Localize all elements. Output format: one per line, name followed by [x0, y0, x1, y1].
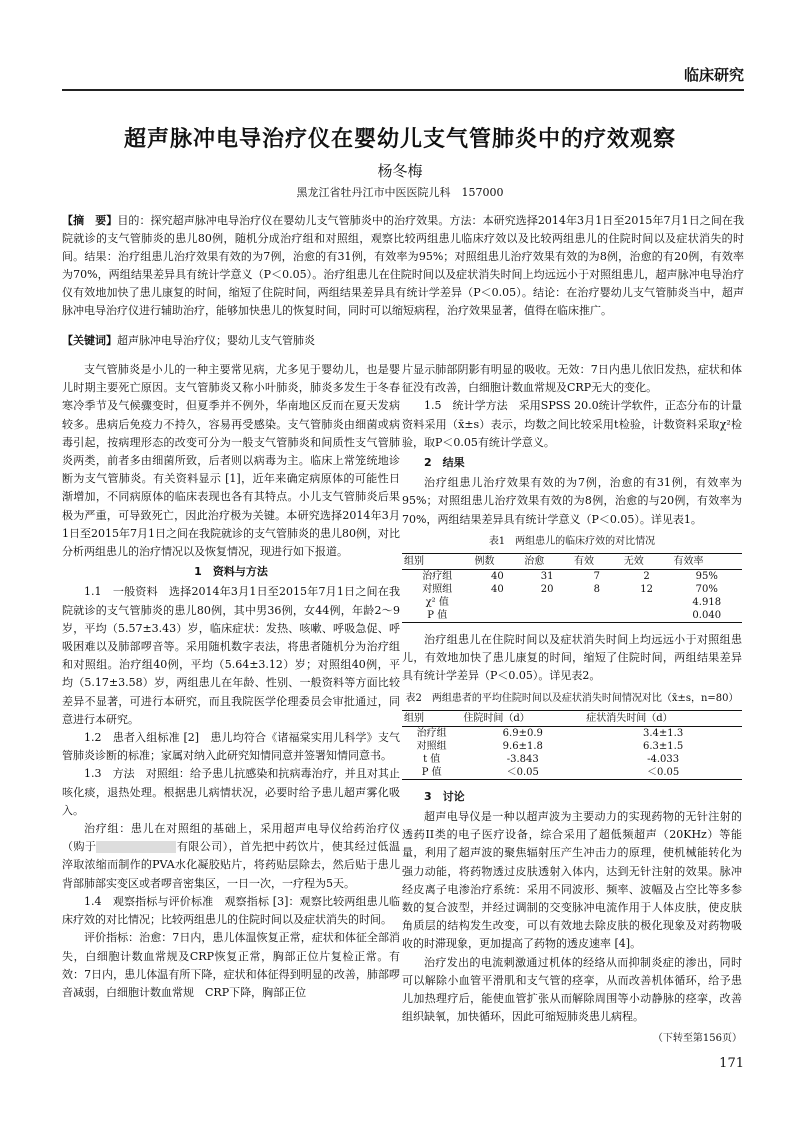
section-heading-2: 2 结果	[424, 456, 465, 470]
table2-caption: 表2 两组患者的平均住院时间以及症状消失时间情况对比（x̄±s，n=80）	[405, 692, 739, 704]
table-header-cell: 症状消失时间（d）	[584, 710, 742, 726]
table-cell: 9.6±1.8	[502, 740, 543, 752]
table1-caption: 表1 两组患儿的临床疗效的对比情况	[488, 535, 656, 547]
table-cell: -3.843	[506, 753, 539, 765]
table-row	[402, 753, 742, 766]
table-cell: 2	[643, 571, 650, 583]
table-header-cell: 组别	[402, 554, 472, 570]
table-cell: 40	[490, 584, 504, 596]
table-cell	[522, 596, 572, 609]
table-cell: 对照组	[422, 584, 453, 596]
right-column	[402, 361, 742, 1049]
table-row	[402, 570, 742, 584]
table-cell: 6.3±1.5	[643, 740, 684, 752]
paragraph: 1.2 患者入组标准 [2] 患儿均符合《诸福棠实用儿科学》支气管肺炎诊断的标准；家属对纳入此研究知情同意并签署知情同意书。	[62, 731, 400, 763]
table-header-cell: 无效	[622, 554, 672, 570]
continued-note: （下转至第156页）	[652, 1033, 742, 1045]
table-row	[402, 583, 742, 596]
table-cell: 对照组	[416, 740, 447, 752]
keywords-label: 【关键词】	[62, 334, 117, 347]
header-rule	[62, 89, 744, 91]
paragraph: 1.3 方法 对照组：给予患儿抗感染和抗病毒治疗，并且对其止咳化痰，退热处理。根据患儿病情状况，必要时给予患儿超声雾化吸入。	[62, 767, 400, 817]
table-cell: 治疗组	[422, 571, 453, 583]
table-cell	[472, 609, 522, 623]
paragraph: 1.5 统计学方法 采用SPSS 20.0统计学软件，正态分布的计量资料采用（x̄±s）表示，均数之间比较采用t检验，计数资料采取χ²检验，取P＜0.05有统计学意义。	[402, 399, 742, 449]
table-cell	[572, 609, 622, 623]
paragraph: 1.1 一般资料 选择2014年3月1日至2015年7月1日之间在我院就诊的支气管肺炎的患儿80例，其中男36例，女44例，年龄2～9岁，平均（5.57±3.43）岁，临床症状：发热、咳嗽、呼吸急促、呼吸困难以及肺部啰音等。采用随机数字表法，将患者随机分为治疗组和对照组。治疗组40例，平均（5.64±3.12）岁；对照组40例，平均（5.17±3.58）岁，两组患儿在年龄、性别、一般资料等方面比较差异不显著，可进行本研究，而且我院医学伦理委员会审批通过，同意进行本研究。	[62, 585, 400, 726]
table-header-cell: 有效	[572, 554, 622, 570]
section-heading-3: 3 讨论	[424, 789, 465, 803]
table1	[402, 553, 742, 623]
table-cell: 4.918	[692, 597, 722, 609]
table-cell	[522, 609, 572, 623]
paragraph: 治疗发出的电流刺激通过机体的经络从而抑制炎症的渗出，同时可以解除小血管平滑肌和支气管的痉挛，从而改善机体循环，给予患儿加热理疗后，能使血管扩张从而解除周围等小动静脉的痉挛，改善组织缺氧，加快循环，因此可缩短肺炎患儿病程。	[402, 955, 742, 1024]
table-cell: 31	[540, 571, 554, 583]
table-header-cell: 例数	[472, 554, 522, 570]
table-cell: 12	[640, 584, 653, 596]
abstract-text: 目的：探究超声脉冲电导治疗仪在婴幼儿支气管肺炎中的治疗效果。方法：本研究选择2014年3月1日至2015年7月1日之间在我院就诊的支气管肺炎的患儿80例，随机分成治疗组和对照组，观察比较两组患儿临床疗效以及比较两组患儿的住院时间以及症状消失的时间。结果：治疗组患儿治疗效果有效的为7例，治愈的有31例，有效率为95%；对照组患儿治疗效果有效的为8例，治愈的有20例，有效率为70%，两组结果差异具有统计学意义（P＜0.05）。治疗组患儿在住院时间以及症状消失时间上均远远小于对照组患儿，超声脉冲电导治疗仪有效地加快了患儿康复的时间，缩短了住院时间，两组结果差异具有统计学差异（P＜0.05）。结论：在治疗婴幼儿支气管肺炎当中，超声脉冲电导治疗仪进行辅助治疗，能够加快患儿的恢复时间，同时可以缩短病程，治疗效果显著，值得在临床推广。	[62, 214, 744, 317]
affiliation: 黑龙江省牡丹江市中医医院儿科 157000	[296, 186, 504, 199]
table-cell: P 值	[402, 609, 472, 623]
redacted-block	[96, 841, 176, 853]
article-title: 超声脉冲电导治疗仪在婴幼儿支气管肺炎中的疗效观察	[123, 127, 676, 152]
table-cell	[572, 596, 622, 609]
table-cell: 6.9±0.9	[502, 727, 543, 739]
table-header-cell: 组别	[402, 710, 461, 726]
paragraph: 治疗组患儿治疗效果有效的为7例，治愈的有31例，有效率为95%；对照组患儿治疗效果有效的为8例，治愈的与20例，有效率为70%，两组结果差异具有统计学意义（P＜0.05）。详见表1。	[402, 476, 742, 526]
abstract-label: 【摘 要】	[62, 214, 118, 227]
paragraph	[62, 820, 400, 893]
keywords	[62, 332, 744, 350]
table-cell: ＜0.05	[461, 766, 584, 780]
table-cell: χ² 值	[425, 597, 449, 609]
abstract	[62, 212, 744, 320]
table-cell	[622, 596, 672, 609]
section-heading-1: 1 资料与方法	[194, 565, 268, 579]
table-cell: 40	[490, 571, 504, 583]
author: 杨冬梅	[377, 162, 423, 180]
table-cell: t 值	[423, 753, 441, 765]
table-row	[402, 596, 742, 609]
table-header-cell: 有效率	[671, 554, 742, 570]
keywords-text: 超声脉冲电导治疗仪；婴幼儿支气管肺炎	[117, 334, 315, 347]
paragraph: 治疗组患儿在住院时间以及症状消失时间上均远远小于对照组患儿，有效地加快了患儿康复的时间，缩短了住院时间，两组结果差异具有统计学差异（P＜0.05）。详见表2。	[402, 633, 742, 683]
table-cell: 70%	[695, 584, 718, 596]
paragraph: 片显示肺部阴影有明显的吸收。无效：7日内患儿依旧发热，症状和体征没有改善，白细胞计数血常规及CRP无大的变化。	[402, 363, 742, 395]
page-number: 171	[719, 1056, 744, 1071]
table-row	[402, 609, 742, 623]
section-tag: 临床研究	[683, 66, 744, 84]
table2	[402, 710, 742, 780]
table-cell: 3.4±1.3	[643, 727, 684, 739]
table-row	[402, 766, 742, 780]
table-cell: 0.040	[671, 609, 742, 623]
table-header-cell: 住院时间（d）	[461, 710, 584, 726]
paragraph: 评价指标：治愈：7日内，患儿体温恢复正常，症状和体征全部消失，白细胞计数血常规及CRP恢复正常，胸部正位片复检正常。有效：7日内，患儿体温有所下降，症状和体征得到明显的改善，肺部啰音减弱，白细胞计数血常规 CRP下降，胸部正位	[62, 931, 400, 999]
table-cell: -4.033	[647, 753, 680, 765]
table-cell: P 值	[402, 766, 461, 780]
left-column	[62, 361, 400, 1002]
table-cell: ＜0.05	[584, 766, 742, 780]
paragraph-part: 治疗组：患儿在对照组的基础上，采用超声电导仪给药治疗仪（购于	[62, 822, 400, 854]
table-row	[402, 740, 742, 753]
table-header-cell: 治愈	[522, 554, 572, 570]
table-cell: 95%	[695, 571, 718, 583]
intro-paragraph: 支气管肺炎是小儿的一种主要常见病，尤多见于婴幼儿，也是婴儿时期主要死亡原因。支气管肺炎又称小叶肺炎，肺炎多发生于冬春寒冷季节及气候骤变时，但夏季并不例外，华南地区反而在夏天发病较多。患病后免疫力不持久，容易再受感染。支气管肺炎由细菌或病毒引起，按病理形态的改变可分为一般支气管肺炎和间质性支气管肺炎两类，前者多由细菌所致，后者则以病毒为主。临床上常笼统地诊断为支气管肺炎。有关资料显示 [1]，近年来确定病原体的可能性日渐增加，不同病原体的临床表现也各有其特点。小儿支气管肺炎后果极为严重，可导致死亡，因此治疗极为关键。本研究选择2014年3月1日至2015年7月1日之间在我院就诊的支气管肺炎的患儿80例，对比分析两组患儿的治疗情况以及恢复情况，现进行如下报道。	[62, 363, 400, 559]
paragraph-part: 有限公司），首先把中药饮片，使其经过低温淬取浓缩而制作的PVA水化凝胶贴片，将药贴层除去，然后贴于患儿背部肺部实变区或者啰音密集区，一日一次，一疗程为5天。	[62, 840, 401, 890]
paragraph: 1.4 观察指标与评价标准 观察指标 [3]：观察比较两组患儿临床疗效的对比情况；比较两组患儿的住院时间以及症状消失的时间。	[62, 894, 400, 927]
table-cell	[472, 596, 522, 609]
table-row	[402, 726, 742, 740]
table-cell: 治疗组	[416, 727, 447, 739]
paragraph: 超声电导仪是一种以超声波为主要动力的实现药物的无针注射的透药II类的电子医疗设备，综合采用了超低频超声（20KHz）等能量，利用了超声波的聚焦辐射压产生冲击力的原理，使机械能转化为强力动能，将药物透过皮肤透射入体内，达到无针注射的效果。脉冲经皮离子电渗治疗系统：采用不同波形、频率、波幅及占空比等多参数的复合波型，并经过调制的交变脉冲电流作用于人体皮肤，使皮肤角质层的结构发生改变，可以有效地去除皮肤的极化现象及对药物吸收的时滞现象，更加提高了药物的透皮速率 [4]。	[402, 810, 742, 951]
table-cell	[622, 609, 672, 623]
table-cell: 7	[593, 571, 601, 583]
table-cell: 8	[593, 584, 601, 596]
table-cell: 20	[540, 584, 554, 596]
